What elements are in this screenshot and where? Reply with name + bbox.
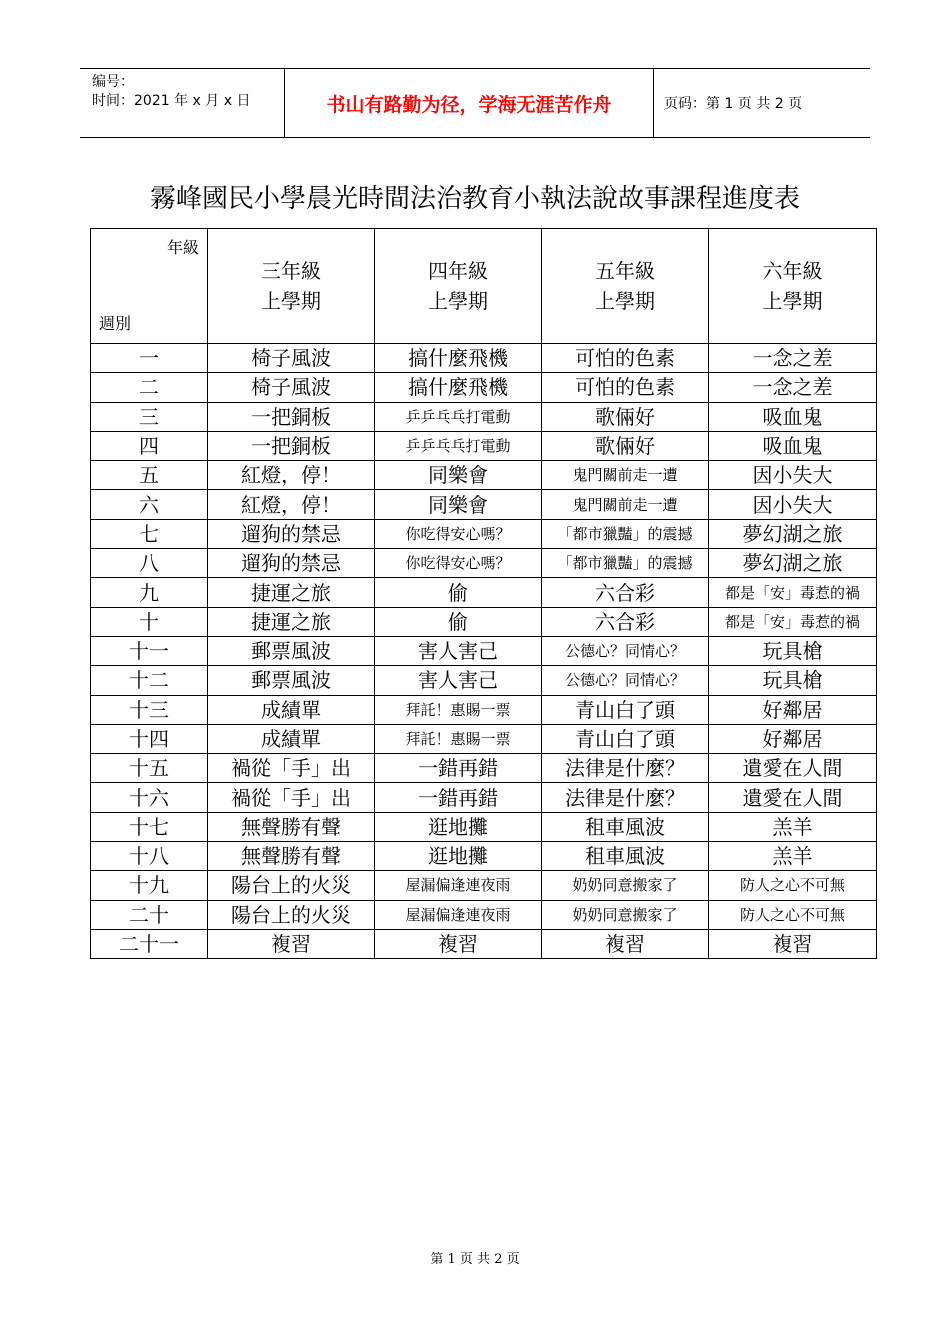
table-row xyxy=(91,344,877,373)
grade5-cell: 可怕的色素 xyxy=(542,344,709,373)
grade5-cell: 歌倆好 xyxy=(542,431,709,460)
grade3-cell: 遛狗的禁忌 xyxy=(208,519,375,548)
week-cell: 八 xyxy=(91,549,208,578)
grade4-cell: 拜託！惠賜一票 xyxy=(375,695,542,724)
table-row xyxy=(91,842,877,871)
grade4-cell: 拜託！惠賜一票 xyxy=(375,724,542,753)
grade6-cell: 吸血鬼 xyxy=(709,402,877,431)
table-row xyxy=(91,578,877,607)
header-page-number: 页码：第 1 页 共 2 页 xyxy=(664,96,803,112)
grade5-cell: 複習 xyxy=(542,929,709,958)
week-cell: 五 xyxy=(91,461,208,490)
table-row xyxy=(91,519,877,548)
table-row xyxy=(91,666,877,695)
grade5-cell: 奶奶同意搬家了 xyxy=(542,871,709,900)
grade6-cell: 玩具槍 xyxy=(709,666,877,695)
grade6-cell: 因小失大 xyxy=(709,461,877,490)
grade6-cell: 夢幻湖之旅 xyxy=(709,549,877,578)
week-cell: 十七 xyxy=(91,812,208,841)
schedule-table xyxy=(90,228,877,959)
grade4-cell: 搞什麼飛機 xyxy=(375,373,542,402)
grade5-cell: 「都市獵豔」的震撼 xyxy=(542,519,709,548)
grade5-cell: 法律是什麼？ xyxy=(542,783,709,812)
week-cell: 十一 xyxy=(91,636,208,665)
corner-week-label: 週別 xyxy=(99,314,132,333)
grade4-cell: 一錯再錯 xyxy=(375,783,542,812)
week-cell: 三 xyxy=(91,402,208,431)
grade5-cell: 六合彩 xyxy=(542,578,709,607)
week-cell: 十四 xyxy=(91,724,208,753)
grade3-cell: 郵票風波 xyxy=(208,636,375,665)
table-row xyxy=(91,490,877,519)
grade5-cell: 租車風波 xyxy=(542,812,709,841)
grade6-cell: 羔羊 xyxy=(709,842,877,871)
week-cell: 二十一 xyxy=(91,929,208,958)
week-cell: 一 xyxy=(91,344,208,373)
grade3-cell: 捷運之旅 xyxy=(208,578,375,607)
table-row xyxy=(91,929,877,958)
header-motto: 书山有路勤为径，学海无涯苦作舟 xyxy=(285,69,654,137)
grade5-cell: 公德心？同情心？ xyxy=(542,636,709,665)
grade5-cell: 歌倆好 xyxy=(542,402,709,431)
week-cell: 九 xyxy=(91,578,208,607)
week-cell: 七 xyxy=(91,519,208,548)
grade3-cell: 複習 xyxy=(208,929,375,958)
page-header xyxy=(80,68,870,138)
column-header xyxy=(542,229,709,344)
table-row xyxy=(91,724,877,753)
grade3-cell: 捷運之旅 xyxy=(208,607,375,636)
grade6-cell: 遺愛在人間 xyxy=(709,754,877,783)
grade6-cell: 好鄰居 xyxy=(709,695,877,724)
table-row xyxy=(91,549,877,578)
document-number: 编号： xyxy=(92,74,134,90)
grade3-cell: 成績單 xyxy=(208,724,375,753)
term-label: 上學期 xyxy=(428,289,488,313)
column-header xyxy=(709,229,877,344)
grade6-cell: 吸血鬼 xyxy=(709,431,877,460)
grade3-cell: 一把銅板 xyxy=(208,402,375,431)
grade3-cell: 遛狗的禁忌 xyxy=(208,549,375,578)
grade4-cell: 同樂會 xyxy=(375,461,542,490)
grade3-cell: 禍從「手」出 xyxy=(208,783,375,812)
grade5-cell: 鬼門關前走一遭 xyxy=(542,490,709,519)
corner-cell xyxy=(91,229,208,344)
grade6-cell: 一念之差 xyxy=(709,373,877,402)
grade4-cell: 搞什麼飛機 xyxy=(375,344,542,373)
grade6-cell: 一念之差 xyxy=(709,344,877,373)
grade6-cell: 防人之心不可無 xyxy=(709,871,877,900)
column-header xyxy=(375,229,542,344)
grade6-cell: 夢幻湖之旅 xyxy=(709,519,877,548)
grade4-cell: 屋漏偏逢連夜雨 xyxy=(375,871,542,900)
grade5-cell: 六合彩 xyxy=(542,607,709,636)
grade5-cell: 青山白了頭 xyxy=(542,724,709,753)
grade3-cell: 陽台上的火災 xyxy=(208,900,375,929)
table-row xyxy=(91,607,877,636)
corner-grade-label: 年級 xyxy=(166,238,199,257)
table-row xyxy=(91,461,877,490)
week-cell: 十三 xyxy=(91,695,208,724)
grade4-cell: 同樂會 xyxy=(375,490,542,519)
document-title: 霧峰國民小學晨光時間法治教育小執法說故事課程進度表 xyxy=(149,184,800,214)
grade4-cell: 一錯再錯 xyxy=(375,754,542,783)
grade5-cell: 公德心？同情心？ xyxy=(542,666,709,695)
grade3-cell: 一把銅板 xyxy=(208,431,375,460)
grade3-cell: 成績單 xyxy=(208,695,375,724)
grade5-cell: 法律是什麼？ xyxy=(542,754,709,783)
table-row xyxy=(91,431,877,460)
table-row xyxy=(91,812,877,841)
grade4-cell: 偷 xyxy=(375,607,542,636)
grade6-cell: 防人之心不可無 xyxy=(709,900,877,929)
week-cell: 十五 xyxy=(91,754,208,783)
grade3-cell: 無聲勝有聲 xyxy=(208,812,375,841)
grade4-cell: 你吃得安心嗎？ xyxy=(375,519,542,548)
grade-label: 五年級 xyxy=(595,259,655,283)
grade4-cell: 你吃得安心嗎？ xyxy=(375,549,542,578)
grade6-cell: 都是「安」毒惹的禍 xyxy=(709,578,877,607)
grade4-cell: 害人害己 xyxy=(375,636,542,665)
grade5-cell: 鬼門關前走一遭 xyxy=(542,461,709,490)
grade6-cell: 因小失大 xyxy=(709,490,877,519)
header-meta xyxy=(80,69,285,137)
grade4-cell: 偷 xyxy=(375,578,542,607)
table-row xyxy=(91,871,877,900)
table-row xyxy=(91,783,877,812)
week-cell: 二 xyxy=(91,373,208,402)
grade4-cell: 害人害己 xyxy=(375,666,542,695)
week-cell: 十八 xyxy=(91,842,208,871)
grade4-cell: 乒乒乓乓打電動 xyxy=(375,402,542,431)
grade3-cell: 無聲勝有聲 xyxy=(208,842,375,871)
grade5-cell: 「都市獵豔」的震撼 xyxy=(542,549,709,578)
column-header xyxy=(208,229,375,344)
grade-label: 四年級 xyxy=(428,259,488,283)
week-cell: 二十 xyxy=(91,900,208,929)
grade6-cell: 好鄰居 xyxy=(709,724,877,753)
table-row xyxy=(91,754,877,783)
table-row xyxy=(91,402,877,431)
grade4-cell: 複習 xyxy=(375,929,542,958)
grade3-cell: 紅燈，停！ xyxy=(208,490,375,519)
term-label: 上學期 xyxy=(595,289,655,313)
grade6-cell: 羔羊 xyxy=(709,812,877,841)
table-row xyxy=(91,636,877,665)
schedule-body xyxy=(91,344,877,959)
grade6-cell: 複習 xyxy=(709,929,877,958)
grade4-cell: 屋漏偏逢連夜雨 xyxy=(375,900,542,929)
week-cell: 十 xyxy=(91,607,208,636)
grade-label: 三年級 xyxy=(261,259,321,283)
week-cell: 四 xyxy=(91,431,208,460)
grade6-cell: 都是「安」毒惹的禍 xyxy=(709,607,877,636)
grade6-cell: 遺愛在人間 xyxy=(709,783,877,812)
table-row xyxy=(91,695,877,724)
grade3-cell: 紅燈，停！ xyxy=(208,461,375,490)
week-cell: 十九 xyxy=(91,871,208,900)
grade4-cell: 乒乒乓乓打電動 xyxy=(375,431,542,460)
grade3-cell: 椅子風波 xyxy=(208,373,375,402)
table-header-row xyxy=(91,229,877,344)
grade6-cell: 玩具槍 xyxy=(709,636,877,665)
grade4-cell: 逛地攤 xyxy=(375,812,542,841)
grade3-cell: 陽台上的火災 xyxy=(208,871,375,900)
grade3-cell: 郵票風波 xyxy=(208,666,375,695)
grade4-cell: 逛地攤 xyxy=(375,842,542,871)
term-label: 上學期 xyxy=(762,289,823,313)
week-cell: 十六 xyxy=(91,783,208,812)
grade3-cell: 椅子風波 xyxy=(208,344,375,373)
grade5-cell: 奶奶同意搬家了 xyxy=(542,900,709,929)
grade-label: 六年級 xyxy=(762,259,823,283)
grade5-cell: 可怕的色素 xyxy=(542,373,709,402)
grade5-cell: 青山白了頭 xyxy=(542,695,709,724)
grade5-cell: 租車風波 xyxy=(542,842,709,871)
term-label: 上學期 xyxy=(261,289,321,313)
page-footer: 第 1 页 共 2 页 xyxy=(430,1252,520,1267)
week-cell: 十二 xyxy=(91,666,208,695)
table-row xyxy=(91,373,877,402)
week-cell: 六 xyxy=(91,490,208,519)
table-row xyxy=(91,900,877,929)
document-date: 时间：2021 年 x 月 x 日 xyxy=(92,93,251,109)
grade3-cell: 禍從「手」出 xyxy=(208,754,375,783)
